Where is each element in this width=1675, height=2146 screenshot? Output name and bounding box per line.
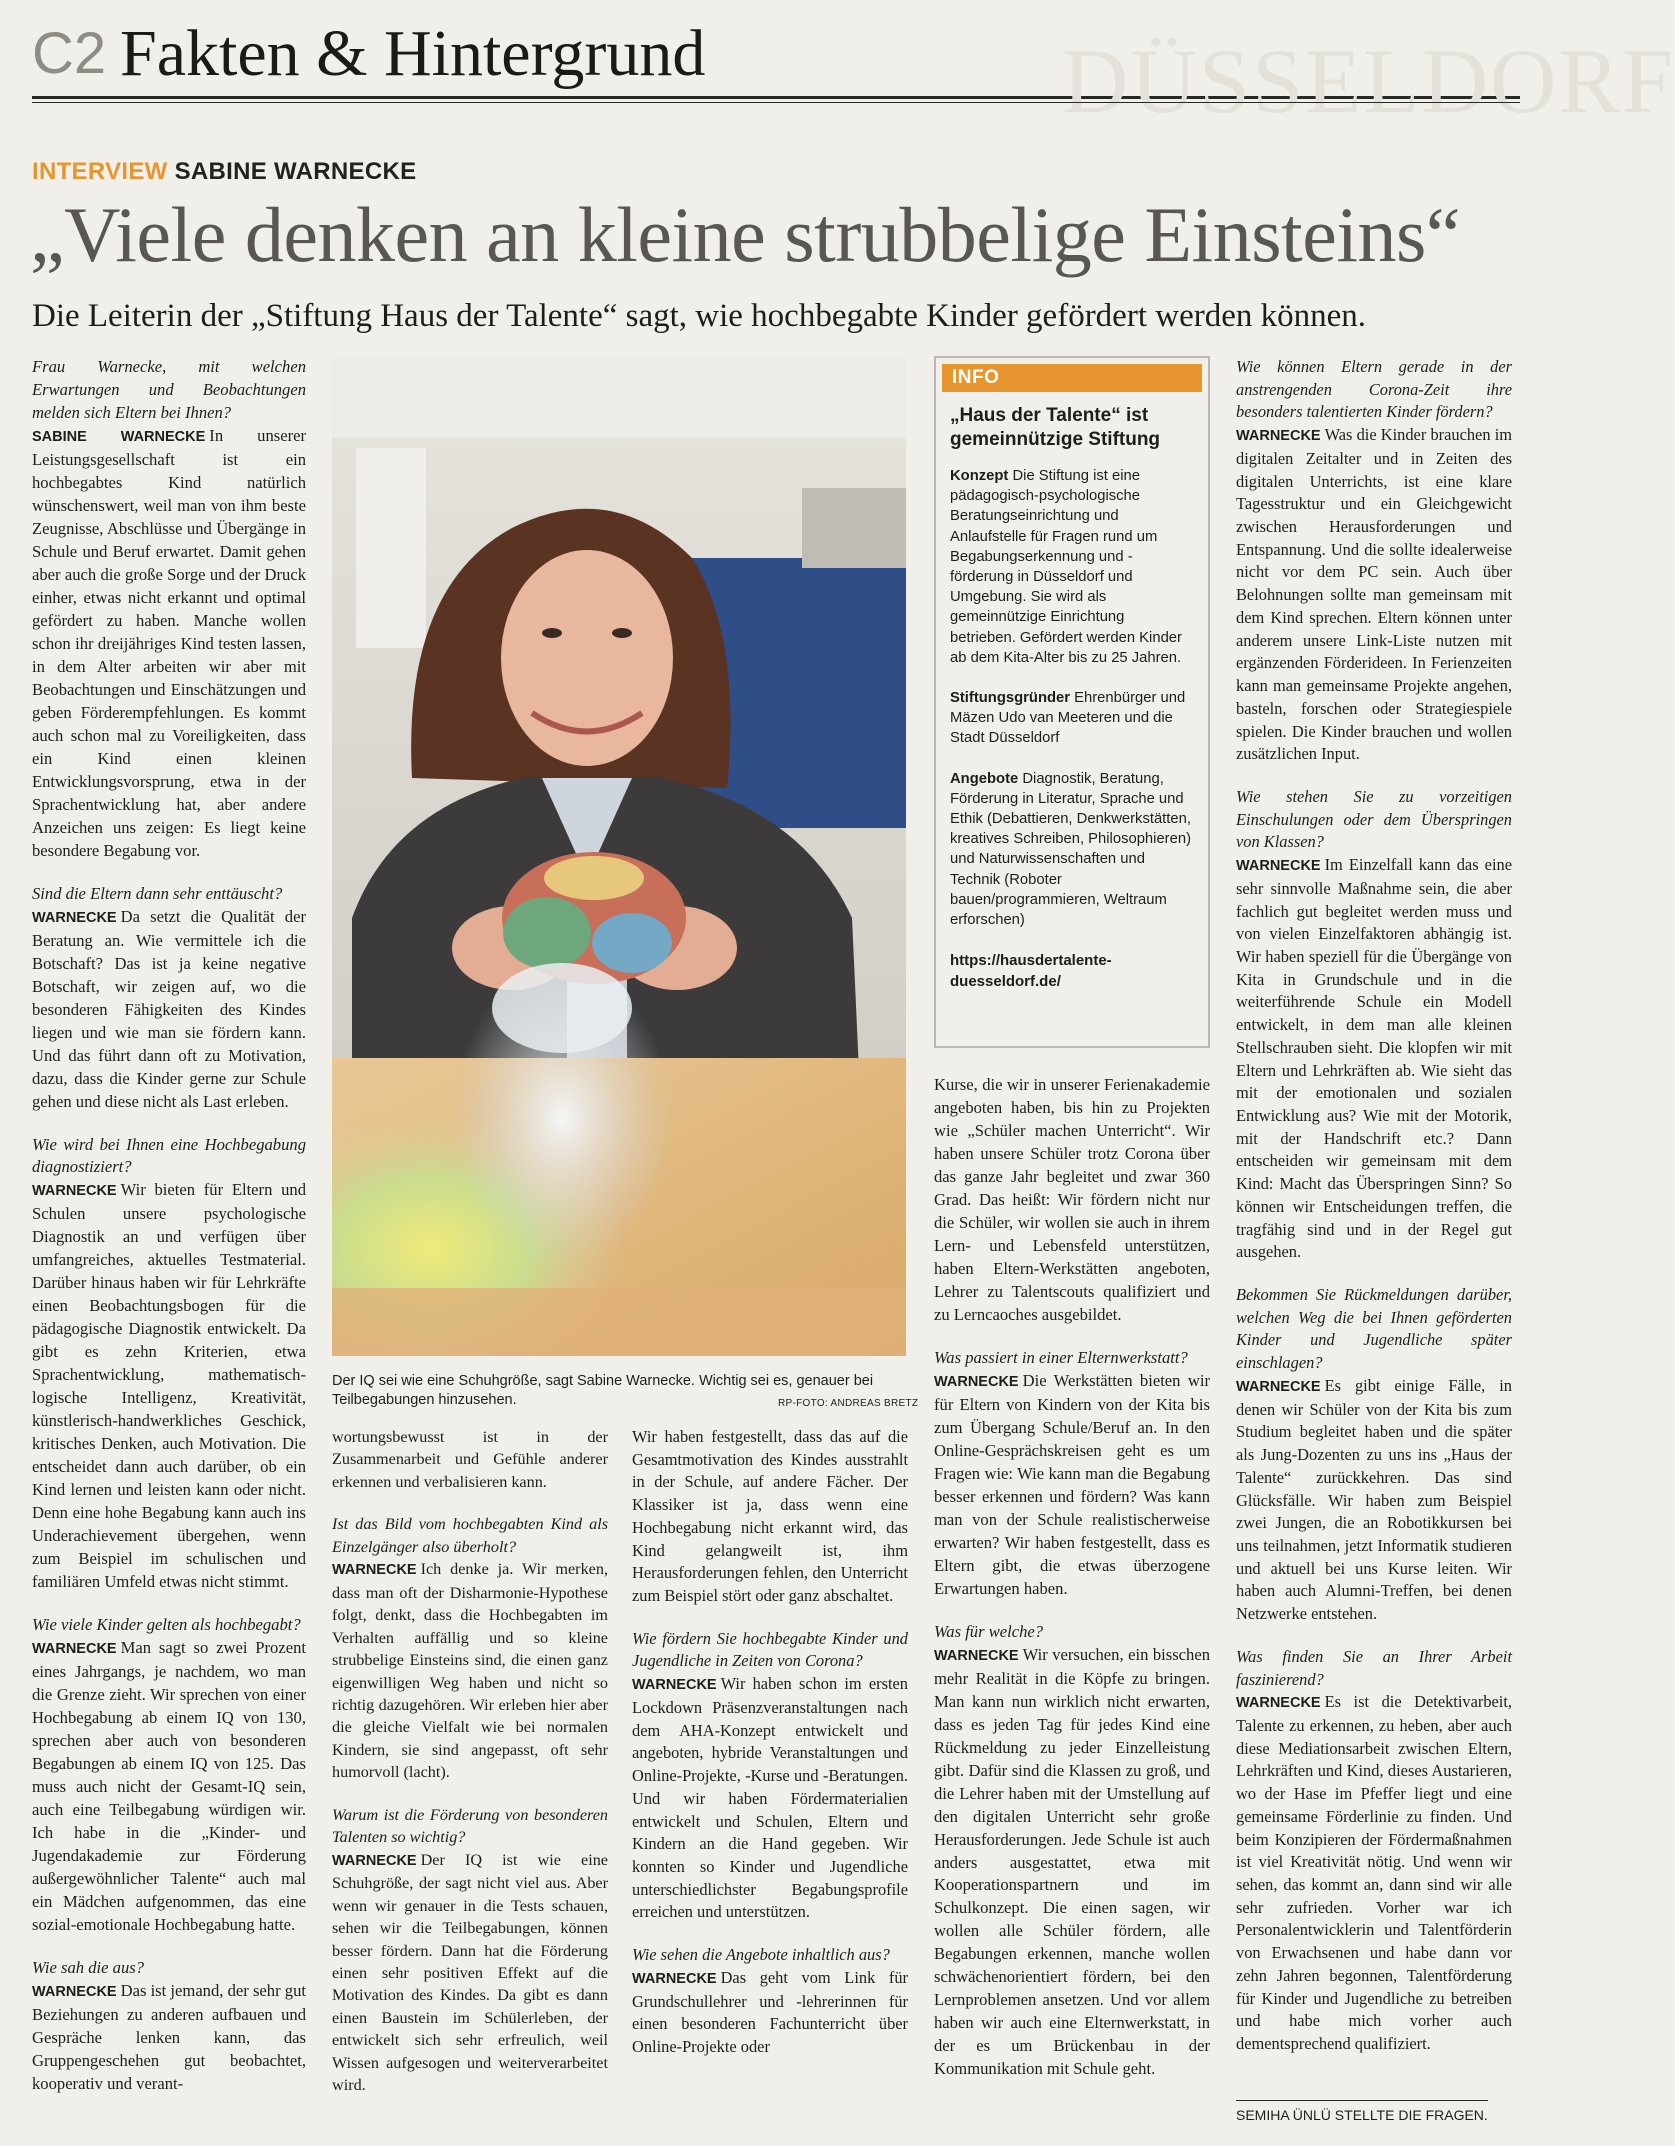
- interview-answer: Man sagt so zwei Prozent eines Jahrgangs, je nachdem, wo man die Grenze zieht. Wir sprechen von einer Hochbegabung ab einem IQ von 130, sprechen aber auch von besonderen Begabungen ab einem IQ von 125. Das muss auch nicht der Gesamt-IQ sein, auch eine Teilbegabung würdigen wir. Ich habe in die „Kinder- und Jugendakademie zur Förderung außergewöhnlicher Talente“ auch mal ein Mädchen aufgenommen, das eine sozial-emotionale Hochbegabung hatte.: [32, 1638, 306, 1934]
- speaker-label: WARNECKE: [632, 1970, 717, 1987]
- interview-answer: In unserer Leistungsgesellschaft ist ein hochbegabtes Kind natürlich wünschenswert, weil man von ihm beste Zeugnisse, Abschlüsse und Übergänge in Schule und Beruf erwartet. Damit gehen aber auch die große Sorge und der Druck einher, etwas nicht erkannt und optimal gefördert zu haben. Manche wollen schon ihr dreijähriges Kind testen lassen, in dem Alter arbeiten wir aber mit Beobachtungen und Einschätzungen und geben Förderempfehlungen. Es kommt auch schon mal zu Voreiligkeiten, dass ein Kind einen kleinen Entwicklungsvorsprung, etwa in der Sprachentwicklung hat, aber andere Anzeichen uns zeigen: Es liegt keine besondere Begabung vor.: [32, 425, 306, 860]
- interview-question: Warum ist die Förderung von besonderen Talenten so wichtig?: [332, 1805, 608, 1847]
- info-text: Ehrenbürger und Mäzen Udo van Meeteren und die Stadt Düsseldorf: [950, 690, 1186, 747]
- interview-block: [632, 1944, 908, 2059]
- interview-block: [32, 1134, 306, 1595]
- interview-signoff: SEMIHA ÜNLÜ STELLTE DIE FRAGEN.: [1236, 2100, 1488, 2123]
- interview-block: [632, 1426, 908, 1608]
- info-text: Diagnostik, Beratung, Förderung in Literatur, Sprache und Ethik (Debattieren, Denkwerkstätten, kreatives Schreiben, Philosophieren) und Naturwissenschaften und Technik (Roboter bauen/programmieren, Weltraum erforschen): [950, 770, 1191, 929]
- interview-block: [1236, 356, 1512, 766]
- text-column-4: [934, 1074, 1210, 2101]
- interview-answer: Das ist jemand, der sehr gut Beziehungen zu anderen aufbauen und Gespräche lenken kann, das Gruppengeschehen gut beobachtet, kooperativ und verant-: [32, 1980, 306, 2093]
- interview-block: [934, 1621, 1210, 2082]
- interview-answer: wortungsbewusst ist in der Zusammenarbeit und Gefühle anderer erkennen und verbalisieren kann.: [332, 1428, 608, 1491]
- interview-block: [934, 1347, 1210, 1601]
- kicker-name: SABINE WARNECKE: [174, 158, 417, 185]
- info-body: [950, 466, 1194, 992]
- info-item: [950, 466, 1194, 668]
- portrait-photo: [332, 358, 906, 1356]
- speaker-label: SABINE WARNECKE: [32, 428, 206, 445]
- interview-answer: Wir bieten für Eltern und Schulen unsere psychologische Diagnostik an und verfügen über umfangreiches, aktuelles Testmaterial. Darüber hinaus haben wir für Lehrkräfte einen Beobachtungsbogen für die pädagogische Diagnostik entwickelt. Da gibt es zehn Kriterien, etwa Sprachentwicklung, mathematisch-logische Intelligenz, Kreativität, künstlerisch-handwerkliches Geschick, kritisches Denken, auch Motivation. Die entscheidet dann auch darüber, ob ein Kind lernen und leisten kann oder nicht. Denn eine hohe Begabung kann auch ins Underachievement übergehen, wenn zum Beispiel im schulischen und familiären Umfeld etwas nicht stimmt.: [32, 1180, 306, 1592]
- speaker-label: WARNECKE: [934, 1373, 1019, 1390]
- speaker-label: WARNECKE: [32, 909, 117, 926]
- photo-illustration: [332, 358, 906, 1356]
- interview-question: Wie stehen Sie zu vorzeitigen Einschulungen oder dem Überspringen von Klassen?: [1236, 786, 1512, 852]
- interview-block: [332, 1513, 608, 1783]
- interview-answer: Wir haben festgestellt, dass das auf die Gesamtmotivation des Kindes ausstrahlt in der Schule, auf andere Fächer. Der Klassiker ist ja, dass wenn eine Hochbegabung nicht erkannt wird, das Kind gelangweilt ist, ihm Herausforderungen fehlen, den Unterricht zum Beispiel stört oder ganz abschaltet.: [632, 1427, 908, 1606]
- interview-block: [934, 1074, 1210, 1327]
- interview-answer: Wir haben schon im ersten Lockdown Präsenzveranstaltungen nach dem AHA-Konzept entwickelt und angeboten, hybride Veranstaltungen und Online-Projekte, -Kurse und -Beratungen. Und wir haben Fördermaterialien entwickelt und Schulen, Eltern und Kindern an die Hand gegeben. Wir konnten so Kinder und Jugendliche unterschiedlichster Begabungsprofile erreichen und unterstützen.: [632, 1674, 908, 1922]
- interview-question: Wie sah die aus?: [32, 1957, 144, 1977]
- interview-answer: Die Werkstätten bieten wir für Eltern von Kindern von der Kita bis zum Übergang Schule/Beruf an. In den Online-Gesprächskreisen geht es um Fragen wie: Wie kann man die Begabung besser erkennen und fördern? Was kann man von der Schule realistischerweise erwarten? Wir haben festgestellt, dass es Eltern gibt, die etwas überzogene Erwartungen haben.: [934, 1370, 1210, 1598]
- interview-block: [632, 1628, 908, 1924]
- interview-question: Ist das Bild vom hochbegabten Kind als Einzelgänger also überholt?: [332, 1515, 608, 1556]
- speaker-label: WARNECKE: [1236, 428, 1321, 445]
- info-item: [950, 769, 1194, 931]
- interview-question: Frau Warnecke, mit welchen Erwartungen und Beobachtungen melden sich Eltern bei Ihnen?: [32, 357, 306, 422]
- info-term: Angebote: [950, 770, 1019, 787]
- speaker-label: WARNECKE: [32, 1183, 117, 1200]
- info-text: Die Stiftung ist eine pädagogisch-psychologische Beratungseinrichtung und Anlaufstelle für Fragen rund um Begabungserkennung und -förderung in Düsseldorf und Umgebung. Sie wird als gemeinnützige Einrichtung betrieben. Gefördert werden Kinder ab dem Kita-Alter bis zu 25 Jahren.: [950, 468, 1182, 666]
- info-title: „Haus der Talente“ ist gemeinnützige Stiftung: [950, 405, 1161, 450]
- kicker-label: INTERVIEW: [32, 158, 168, 185]
- interview-answer: Wir versuchen, ein bisschen mehr Realität in die Köpfe zu bringen. Man kann nun wirklich nicht erwarten, dass es jeden Tag für jedes Kind eine Rückmeldung zu jeder Einzelleistung gibt. Dafür sind die Klassen zu groß, und die Lehrer haben mit der Umstellung auf den digitalen Unterricht sehr große Herausforderungen. Jede Schule ist auch anders ausgestattet, etwa mit Kooperationspartnern und im Schulkonzept. Die einen sagen, wir wollen alle Schüler fördern, alle Begabungen erkennen, manche wollen schwächenorientiert fördern, bei den Lernproblemen ansetzen. Und vor allem haben wir auch eine Elternwerkstatt, in der es um Brückenbau in der Kommunikation mit Schule geht.: [934, 1644, 1210, 2079]
- info-item: [950, 688, 1194, 749]
- interview-answer: Es ist die Detektivarbeit, Talente zu erkennen, zu heben, aber auch diese Mediationsarbeit zwischen Eltern, Lehrkräften und Kind, dieses Austarieren, wo der Hase im Pfeffer liegt und eine gemeinsame Förderlinie zu finden. Und beim Konzipieren der Fördermaßnahmen ist viel Kreativität nötig. Und wenn wir sehen, das kommt an, dann sind wir alle sehr zufrieden. Vorher war ich Personalentwicklerin und Talentförderin von Erwachsenen und habe dann vor zehn Jahren begonnen, Talentförderung für Kinder und Jugendliche zu betreiben und habe mich vorher auch dementsprechend qualifiziert.: [1236, 1692, 1512, 2054]
- interview-answer: Der IQ ist wie eine Schuhgröße, der sagt nicht viel aus. Aber wenn wir genauer in die Tests schauen, sehen wir die Teilbegabungen, können besser fördern. Dann hat die Förderung einen sehr positiven Effekt auf die Motivation des Kindes. Da gibt es dann einen Baustein im Schülerleben, der entwickelt sich sehr erfreulich, weil Wissen aufgesogen und weiterverarbeitet wird.: [332, 1850, 608, 2095]
- interview-block: [332, 1426, 608, 1493]
- interview-question: Was für welche?: [934, 1621, 1044, 1641]
- interview-question: Wie viele Kinder gelten als hochbegabt?: [32, 1615, 301, 1635]
- speaker-label: WARNECKE: [1236, 1695, 1321, 1712]
- interview-question: Wie können Eltern gerade in der anstrengenden Corona-Zeit ihre besonders talentierten Kinder fördern?: [1236, 357, 1512, 422]
- interview-block: [32, 883, 306, 1114]
- interview-block: [1236, 1646, 1512, 2056]
- text-column-5: [1236, 356, 1512, 2076]
- speaker-label: WARNECKE: [934, 1647, 1019, 1664]
- interview-answer: Ich denke ja. Wir merken, dass man oft der Disharmonie-Hypothese folgt, denkt, dass die Hochbegabten im Verhalten auffällig und so kleine strubbelige Einsteins sind, die einen ganz eigenwilligen Weg haben und nicht so richtig dazugehören. Wir erleben hier aber die gleiche Vielfalt wie bei normalen Kindern, sie sind angepasst, oft sehr humorvoll (lacht).: [332, 1560, 608, 1782]
- speaker-label: WARNECKE: [1236, 1378, 1321, 1395]
- interview-block: [32, 1957, 306, 2096]
- interview-block: [1236, 786, 1512, 1264]
- speaker-label: WARNECKE: [632, 1677, 717, 1694]
- interview-question: Was passiert in einer Elternwerkstatt?: [934, 1347, 1188, 1367]
- speaker-label: WARNECKE: [32, 1641, 117, 1658]
- text-column-3: [632, 1426, 908, 2079]
- speaker-label: WARNECKE: [1236, 858, 1321, 875]
- subheadline: Die Leiterin der „Stiftung Haus der Talente“ sagt, wie hochbegabte Kinder gefördert werden können.: [32, 298, 1367, 334]
- interview-answer: Da setzt die Qualität der Beratung an. Wie vermittele ich die Botschaft? Das ist ja keine negative Botschaft, wir zeigen auf, wo die besonderen Fähigkeiten des Kindes liegen und wie man sie fördern kann. Und das führt dann oft zu Motivation, dazu, dass die Kinder gerne zur Schule gehen und diese nicht als Last erleben.: [32, 906, 306, 1111]
- info-box: [934, 356, 1210, 1048]
- interview-question: Wie wird bei Ihnen eine Hochbegabung diagnostiziert?: [32, 1134, 306, 1177]
- interview-question: Bekommen Sie Rückmeldungen darüber, welchen Weg die bei Ihnen geförderten Kinder und Jugendliche später einschlagen?: [1236, 1285, 1512, 1373]
- interview-block: [32, 356, 306, 863]
- interview-block: [332, 1804, 608, 2097]
- interview-question: Wie sehen die Angebote inhaltlich aus?: [632, 1945, 890, 1965]
- kicker: [32, 158, 416, 186]
- interview-answer: Im Einzelfall kann das eine sehr sinnvolle Maßnahme sein, die aber fachlich gut begleitet werden muss und von vielen Einzelfaktoren abhängig ist. Wir haben speziell für die Übergänge von Kita in Grundschule und in die weiterführende Schule ein Modell entwickelt, in dem man alle kleinen Stellschrauben sieht. Die klopfen wir mit Eltern und Lehrkräften ab. Wie sieht das mit der emotionalen und sozialen Entwicklung aus? Wie mit der Motorik, mit der Handschrift etc.? Dann entscheiden wir gemeinsam mit dem Kind: Macht das Überspringen Sinn? So können wir Entscheidungen treffen, die tragfähig sind und in der Regel gut ausgehen.: [1236, 855, 1512, 1262]
- interview-block: [32, 1614, 306, 1937]
- info-term: Konzept: [950, 468, 1009, 484]
- section-title: Fakten & Hintergrund: [120, 17, 706, 90]
- interview-question: Sind die Eltern dann sehr enttäuscht?: [32, 883, 283, 903]
- bleed-through-masthead: DÜSSELDORF: [1062, 30, 1675, 132]
- interview-answer: Was die Kinder brauchen im digitalen Zeitalter und in Zeiten des digitalen Unterrichts, ist eine klare Tagesstruktur und ein Gleichgewicht zwischen Herausforderungen und Entspannung. Und die sollte idealerweise nicht vor dem PC sein. Auch über Belohnungen sollte man gemeinsam mit dem Kind sprechen. Eltern können unter anderem unsere Link-Liste nutzen mit ergänzenden Förderideen. In Ferienzeiten kann man gemeinsame Projekte angehen, basteln, forschen oder Strategiespiele spielen. Die Kinder brauchen und wollen zusätzlichen Input.: [1236, 425, 1512, 764]
- interview-question: Was finden Sie an Ihrer Arbeit faszinierend?: [1236, 1646, 1512, 1689]
- interview-answer: Kurse, die wir in unserer Ferienakademie angeboten haben, bis hin zu Projekten wie „Schüler machen Unterricht“. Wir haben unsere Schüler trotz Corona über das ganze Jahr begleitet und zwar 360 Grad. Das heißt: Wir fördern nicht nur die Schüler, wir wollen sie auch in ihrem Lern- und Lebensfeld unterstützen, haben Eltern-Werkstätten angeboten, Lehrer zu Talentscouts qualifiziert und zu Lerncaoches ausgebildet.: [934, 1075, 1210, 1324]
- text-column-1: [32, 356, 306, 2116]
- speaker-label: WARNECKE: [32, 1983, 117, 2000]
- speaker-label: WARNECKE: [332, 1562, 417, 1579]
- info-website-link[interactable]: https://hausdertalente-duesseldorf.de/: [950, 952, 1112, 991]
- text-column-2: [332, 1426, 608, 2117]
- headline: „Viele denken an kleine strubbelige Einsteins“: [30, 191, 1460, 278]
- speaker-label: WARNECKE: [332, 1852, 417, 1869]
- interview-answer: Das geht vom Link für Grundschullehrer und -lehrerinnen für einen besonderen Fachunterricht über Online-Projekte oder: [632, 1967, 908, 2056]
- page-number: C2: [32, 21, 107, 86]
- interview-answer: Es gibt einige Fälle, in denen wir Schüler von der Kita bis zum Studium begleitet haben und die später als Jung-Dozenten zu uns ins „Haus der Talente“ zurückkehren. Das sind Glücksfälle. Wir haben zum Beispiel zwei Jungen, die an Robotikkursen bei uns teilnahmen, jetzt Informatik studieren und aktuell bei uns Kurse leiten. Wir haben auch Alumni-Treffen, bei denen Netzwerke entstehen.: [1236, 1375, 1512, 1624]
- photo-credit: RP-FOTO: ANDREAS BRETZ: [778, 1398, 919, 1409]
- photo-caption: Der IQ sei wie eine Schuhgröße, sagt Sabine Warnecke. Wichtig sei es, genauer bei Teilbegabungen hinzusehen.: [332, 1373, 874, 1408]
- info-term: Stiftungsgründer: [950, 690, 1071, 707]
- page-header: [32, 14, 1675, 132]
- info-label: INFO: [942, 364, 1202, 392]
- interview-block: [1236, 1284, 1512, 1626]
- interview-question: Wie fördern Sie hochbegabte Kinder und Jugendliche in Zeiten von Corona?: [632, 1628, 908, 1671]
